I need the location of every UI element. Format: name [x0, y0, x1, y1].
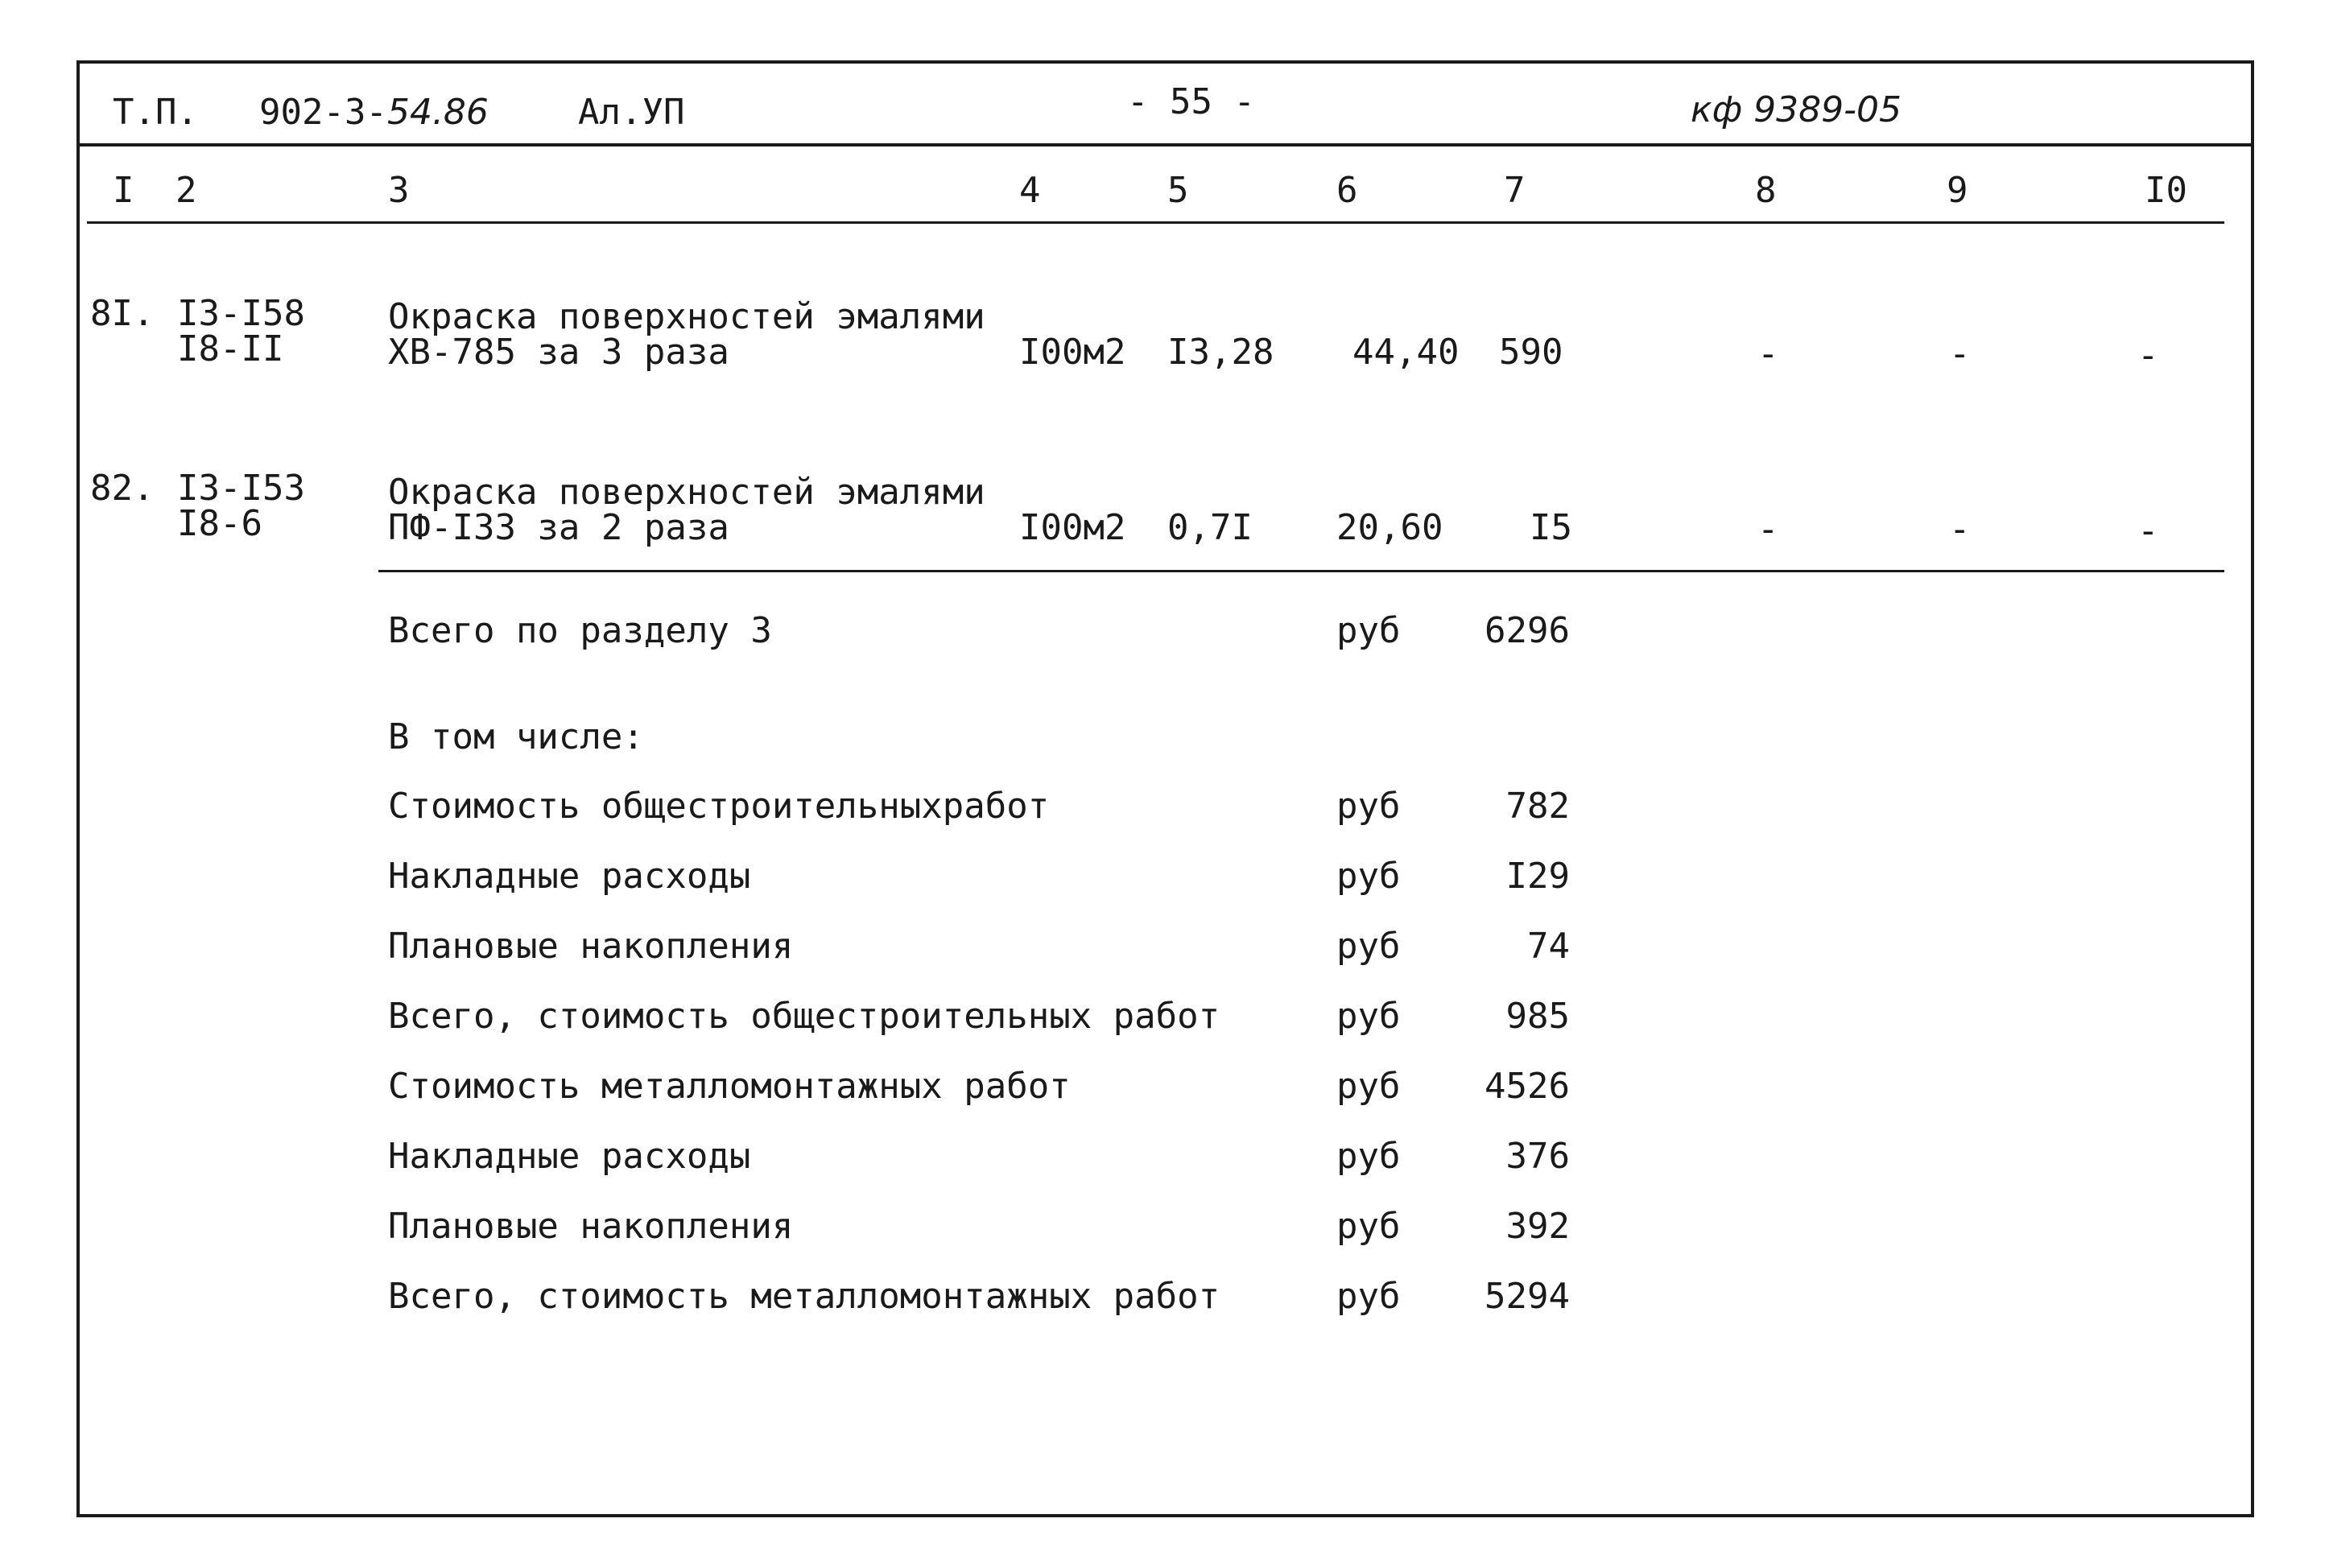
column-header-divider: [87, 221, 2224, 224]
row-price: 20,60: [1336, 507, 1443, 548]
row-number: 8I.: [90, 293, 155, 334]
row-total: 590: [1499, 332, 1563, 373]
summary-item-unit: руб: [1336, 786, 1401, 827]
row-unit: I00м2: [1019, 507, 1126, 548]
col-header-5: 5: [1167, 170, 1189, 211]
row-description-1: Окраска поверхностей эмалями: [388, 472, 985, 513]
row-quantity: I3,28: [1167, 332, 1274, 373]
section-total-label: Всего по разделу 3: [388, 610, 772, 651]
row-description-2: ХВ-785 за 3 раза: [388, 332, 729, 373]
summary-item-label: Стоимость общестроительныхработ: [388, 786, 1050, 827]
row-code-1: I3-I58: [177, 293, 305, 334]
summary-item-value: 985: [1505, 996, 1570, 1037]
summary-item-label: Накладные расходы: [388, 856, 751, 897]
page-number: - 55 -: [1127, 81, 1255, 122]
col-header-9: 9: [1947, 170, 1968, 211]
summary-item-label: Накладные расходы: [388, 1136, 751, 1177]
summary-item-value: 74: [1527, 926, 1570, 967]
summary-item-unit: руб: [1336, 926, 1401, 967]
summary-item-unit: руб: [1336, 1276, 1401, 1317]
summary-item-unit: руб: [1336, 1206, 1401, 1247]
project-number: [259, 92, 489, 133]
row-description-2: ПФ-I33 за 2 раза: [388, 507, 729, 548]
col-header-7: 7: [1504, 170, 1526, 211]
doc-type: Т.П.: [113, 92, 198, 133]
album-label: Ал.УП: [578, 92, 685, 133]
row-col10: -: [2137, 510, 2159, 551]
project-number-suffix: 54.86: [386, 92, 489, 133]
row-total: I5: [1530, 507, 1572, 548]
row-number: 82.: [90, 468, 155, 509]
row-col8: -: [1757, 333, 1779, 374]
col-header-3: 3: [388, 170, 410, 211]
row-col10: -: [2137, 335, 2159, 376]
row-unit: I00м2: [1019, 332, 1126, 373]
header-divider: [78, 143, 2253, 146]
col-header-1: I: [113, 170, 134, 211]
col-header-4: 4: [1019, 170, 1041, 211]
summary-item-value: 392: [1505, 1206, 1570, 1247]
summary-item-value: 376: [1505, 1136, 1570, 1177]
section-total-value: 6296: [1485, 610, 1570, 651]
col-header-6: 6: [1336, 170, 1358, 211]
row-code-2: I8-II: [177, 328, 284, 369]
section-total-unit: руб: [1336, 610, 1401, 651]
summary-item-label: Всего, стоимость общестроительных работ: [388, 996, 1220, 1037]
col-header-10: I0: [2145, 170, 2187, 211]
col-header-2: 2: [176, 170, 197, 211]
row-col8: -: [1757, 509, 1779, 550]
summary-item-label: Плановые накопления: [388, 926, 794, 967]
summary-item-label: Стоимость металломонтажных работ: [388, 1066, 1071, 1107]
summary-item-value: I29: [1505, 856, 1570, 897]
including-label: В том числе:: [388, 716, 644, 757]
summary-item-value: 782: [1505, 786, 1570, 827]
row-code-1: I3-I53: [177, 468, 305, 509]
summary-item-value: 5294: [1485, 1276, 1570, 1317]
row-price: 44,40: [1352, 332, 1460, 373]
row-quantity: 0,7I: [1167, 507, 1253, 548]
summary-item-unit: руб: [1336, 1136, 1401, 1177]
row-col9: -: [1949, 333, 1971, 374]
doc-code: кф 9389-05: [1691, 89, 1902, 130]
col-header-8: 8: [1755, 170, 1777, 211]
summary-item-label: Плановые накопления: [388, 1206, 794, 1247]
summary-item-label: Всего, стоимость металломонтажных работ: [388, 1276, 1220, 1317]
row-description-1: Окраска поверхностей эмалями: [388, 296, 985, 337]
row-col9: -: [1949, 509, 1971, 550]
summary-item-unit: руб: [1336, 1066, 1401, 1107]
row-code-2: I8-6: [177, 503, 262, 544]
summary-item-unit: руб: [1336, 856, 1401, 897]
summary-item-value: 4526: [1485, 1066, 1570, 1107]
summary-item-unit: руб: [1336, 996, 1401, 1037]
project-number-prefix: 902-3-: [259, 92, 387, 133]
section-total-divider: [378, 570, 2224, 572]
